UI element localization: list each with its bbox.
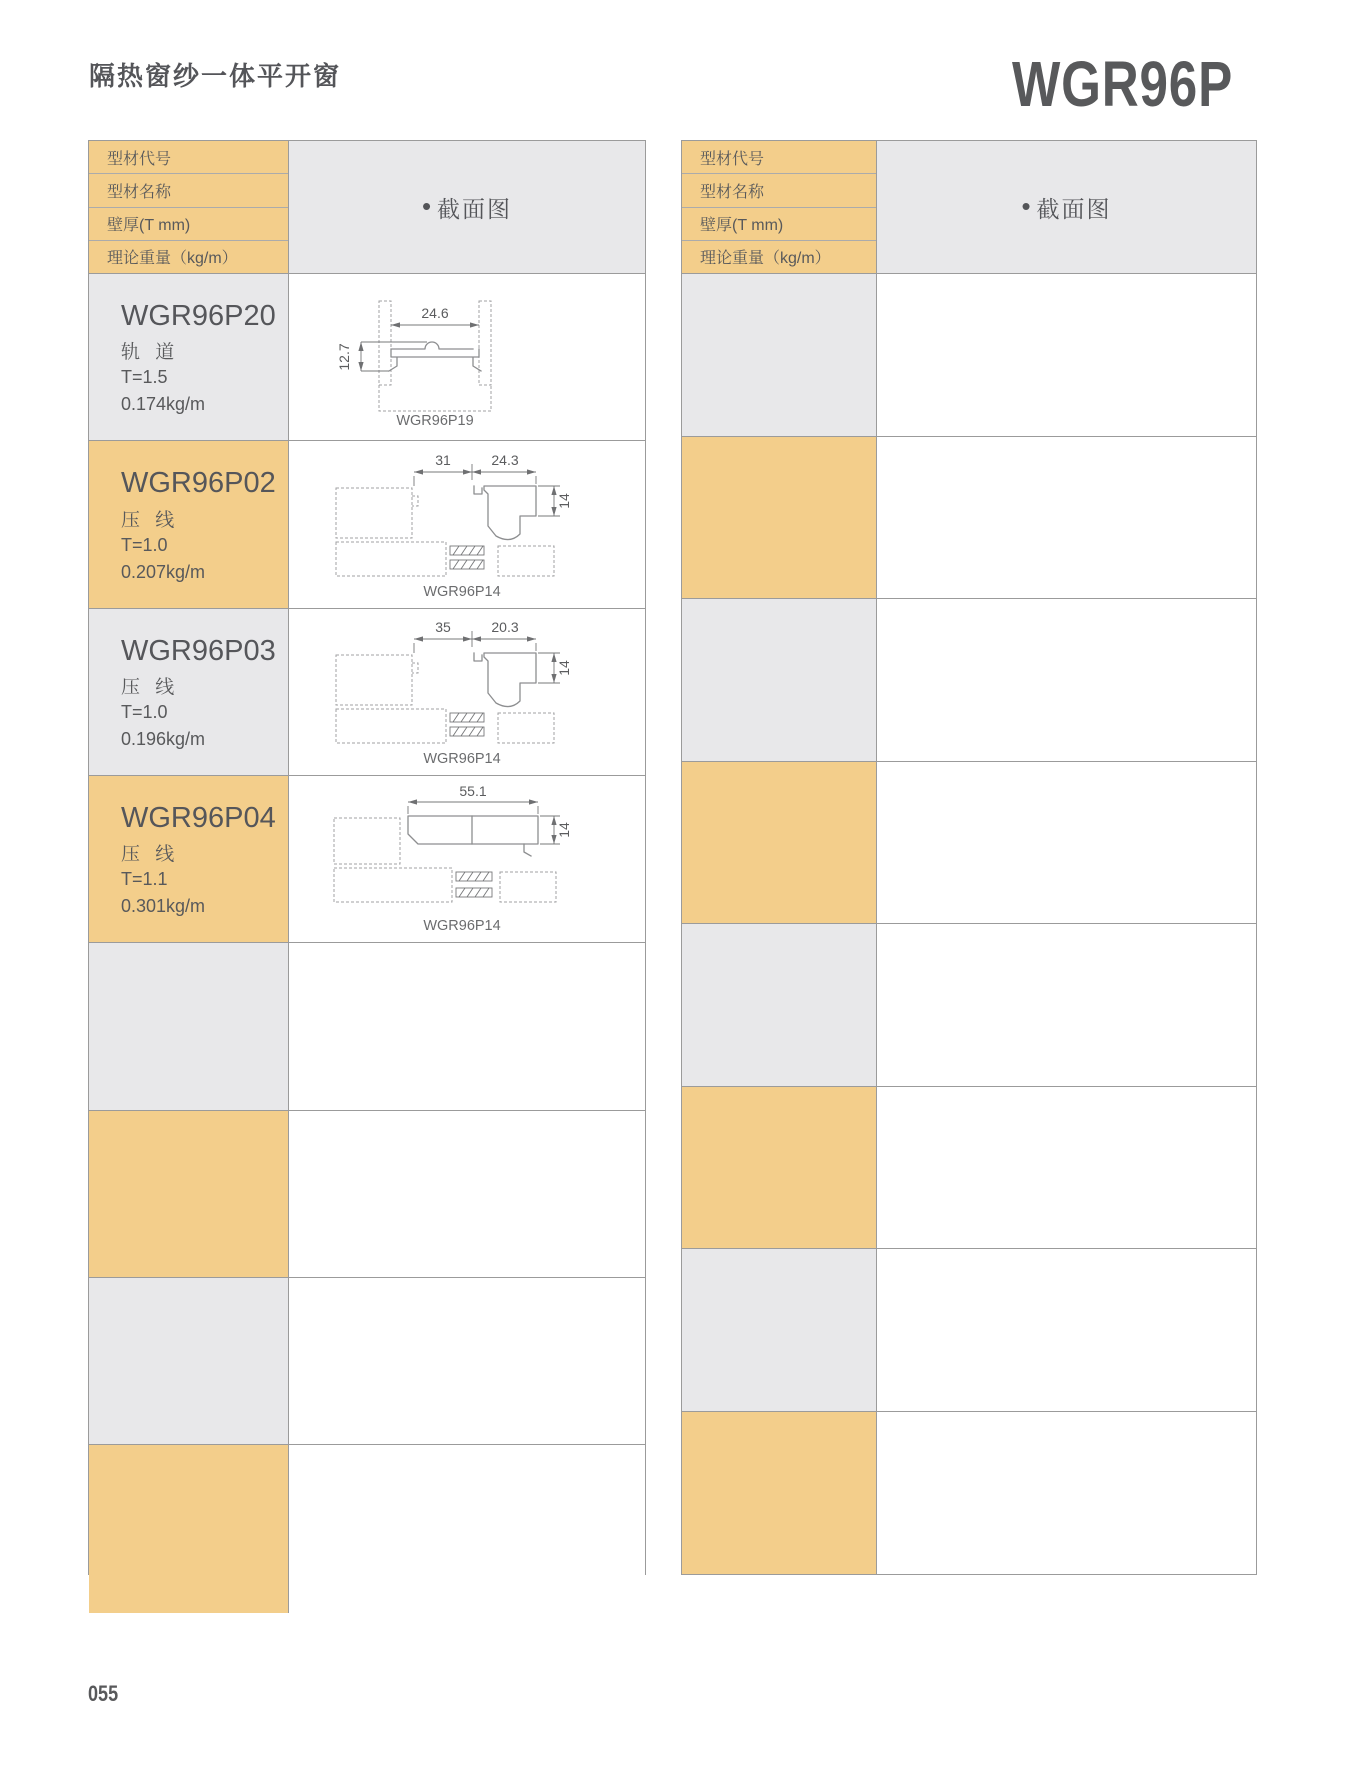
profile-info-cell-empty xyxy=(682,599,877,761)
header-row-weight: 理论重量（kg/m） xyxy=(107,250,238,268)
page-number: 055 xyxy=(88,1681,119,1706)
dim-right-label: 20.3 xyxy=(491,618,519,635)
dim-height-label: 12.7 xyxy=(336,343,352,371)
profile-info-cell-empty xyxy=(682,1249,877,1411)
table-row-empty xyxy=(682,599,1256,762)
profile-info-cell xyxy=(89,274,289,440)
header-row-profile-code: 型材代号 xyxy=(89,141,288,174)
section-title: • 截面图 xyxy=(1021,191,1112,222)
section-label: 截面图 xyxy=(1036,195,1112,222)
profile-info-cell-empty xyxy=(89,943,289,1109)
profile-info-cell xyxy=(89,441,289,607)
dim-right-label: 24.3 xyxy=(491,451,519,468)
diagram-cell xyxy=(289,776,645,942)
profile-info-cell-empty xyxy=(89,1445,289,1612)
profile-info-cell-empty xyxy=(682,274,877,436)
cross-section-diagram-wgr96p20 xyxy=(317,287,537,427)
table-row xyxy=(89,776,645,943)
profile-info-cell xyxy=(89,609,289,775)
diagram-ref-label: WGR96P19 xyxy=(396,413,474,428)
diagram-cell xyxy=(289,274,645,440)
model-number: WGR96P xyxy=(1012,48,1234,120)
header-label-column xyxy=(682,141,877,273)
profile-specs xyxy=(121,699,280,763)
cross-section-diagram-wgr96p02 xyxy=(322,450,582,600)
profile-name: 压 线 xyxy=(121,844,180,866)
cross-section-diagram-wgr96p03 xyxy=(322,617,582,767)
profile-code: WGR96P02 xyxy=(121,467,276,500)
table-row-empty xyxy=(682,1087,1256,1250)
table-row-empty xyxy=(682,1412,1256,1575)
profile-info-cell-empty xyxy=(682,437,877,599)
profile-name: 轨 道 xyxy=(121,342,180,364)
table-row-empty xyxy=(89,1111,645,1278)
table-row xyxy=(89,441,645,608)
diagram-cell-empty xyxy=(877,1249,1256,1411)
dim-side-label: 14 xyxy=(556,492,572,509)
diagram-cell-empty xyxy=(877,274,1256,436)
dim-width-label: 55.1 xyxy=(459,784,487,800)
page-title: 隔热窗纱一体平开窗 xyxy=(89,61,342,91)
diagram-ref-label: WGR96P14 xyxy=(423,583,501,600)
right-profile-table xyxy=(681,140,1257,1575)
right-table-header xyxy=(682,141,1256,274)
right-table-body xyxy=(682,274,1256,1574)
header-section-cell xyxy=(289,141,645,273)
header-row-profile-code: 型材代号 xyxy=(682,141,876,174)
table-row-empty xyxy=(682,437,1256,600)
table-row-empty xyxy=(89,1445,645,1612)
dim-left-label: 31 xyxy=(435,451,451,468)
table-row xyxy=(89,609,645,776)
profile-thickness: T=1.0 xyxy=(121,534,168,555)
profile-weight: 0.207kg/m xyxy=(121,561,206,582)
dim-side-label: 14 xyxy=(556,660,572,676)
profile-thickness: T=1.1 xyxy=(121,869,168,890)
diagram-cell-empty xyxy=(877,924,1256,1086)
diagram-ref-label: WGR96P14 xyxy=(423,750,501,767)
profile-info-cell-empty xyxy=(682,762,877,924)
profile-info-cell-empty xyxy=(89,1278,289,1444)
header-section-cell xyxy=(877,141,1256,273)
diagram-cell-empty xyxy=(289,943,645,1109)
profile-info-cell-empty xyxy=(682,924,877,1086)
profile-specs xyxy=(121,866,280,930)
diagram-cell-empty xyxy=(877,1087,1256,1249)
table-row-empty xyxy=(89,943,645,1110)
diagram-cell xyxy=(289,609,645,775)
profile-code: WGR96P04 xyxy=(121,802,276,835)
profile-info-cell-empty xyxy=(682,1412,877,1575)
left-table-body xyxy=(89,274,645,1613)
diagram-cell-empty xyxy=(289,1445,645,1612)
diagram-cell-empty xyxy=(289,1278,645,1444)
left-table-header xyxy=(89,141,645,274)
profile-info-cell-empty xyxy=(89,1111,289,1277)
table-row-empty xyxy=(682,274,1256,437)
profile-specs xyxy=(121,364,280,428)
dim-side-label: 14 xyxy=(556,822,572,838)
profile-thickness: T=1.5 xyxy=(121,367,168,388)
diagram-cell xyxy=(289,441,645,607)
table-row-empty xyxy=(682,924,1256,1087)
profile-code: WGR96P03 xyxy=(121,634,276,667)
cross-section-diagram-wgr96p04 xyxy=(322,784,582,934)
header-row-weight: 理论重量（kg/m） xyxy=(700,250,831,268)
profile-info-cell xyxy=(89,776,289,942)
left-profile-table xyxy=(88,140,646,1575)
dim-left-label: 35 xyxy=(435,618,451,635)
diagram-cell-empty xyxy=(289,1111,645,1277)
profile-name: 压 线 xyxy=(121,677,180,699)
dim-width-label: 24.6 xyxy=(421,305,449,322)
table-row-empty xyxy=(682,762,1256,925)
profile-name: 压 线 xyxy=(121,509,180,531)
diagram-cell-empty xyxy=(877,1412,1256,1575)
diagram-cell-empty xyxy=(877,599,1256,761)
profile-code: WGR96P20 xyxy=(121,300,276,332)
header-label-column xyxy=(89,141,289,273)
table-row-empty xyxy=(682,1249,1256,1412)
header-row-profile-name: 型材名称 xyxy=(682,174,876,207)
profile-thickness: T=1.0 xyxy=(121,702,168,723)
header-row-profile-name: 型材名称 xyxy=(89,174,288,207)
table-row xyxy=(89,274,645,441)
section-label: 截面图 xyxy=(437,195,513,222)
table-row-empty xyxy=(89,1278,645,1445)
section-title: • 截面图 xyxy=(421,191,513,222)
diagram-cell-empty xyxy=(877,762,1256,924)
diagram-ref-label: WGR96P14 xyxy=(423,918,501,935)
header-row-wall-thickness: 壁厚(T mm) xyxy=(682,208,876,241)
header-row-wall-thickness: 壁厚(T mm) xyxy=(89,208,288,241)
profile-info-cell-empty xyxy=(682,1087,877,1249)
diagram-cell-empty xyxy=(877,437,1256,599)
profile-weight: 0.174kg/m xyxy=(121,394,206,415)
profile-specs xyxy=(121,532,280,596)
profile-weight: 0.301kg/m xyxy=(121,896,206,917)
profile-weight: 0.196kg/m xyxy=(121,729,206,750)
